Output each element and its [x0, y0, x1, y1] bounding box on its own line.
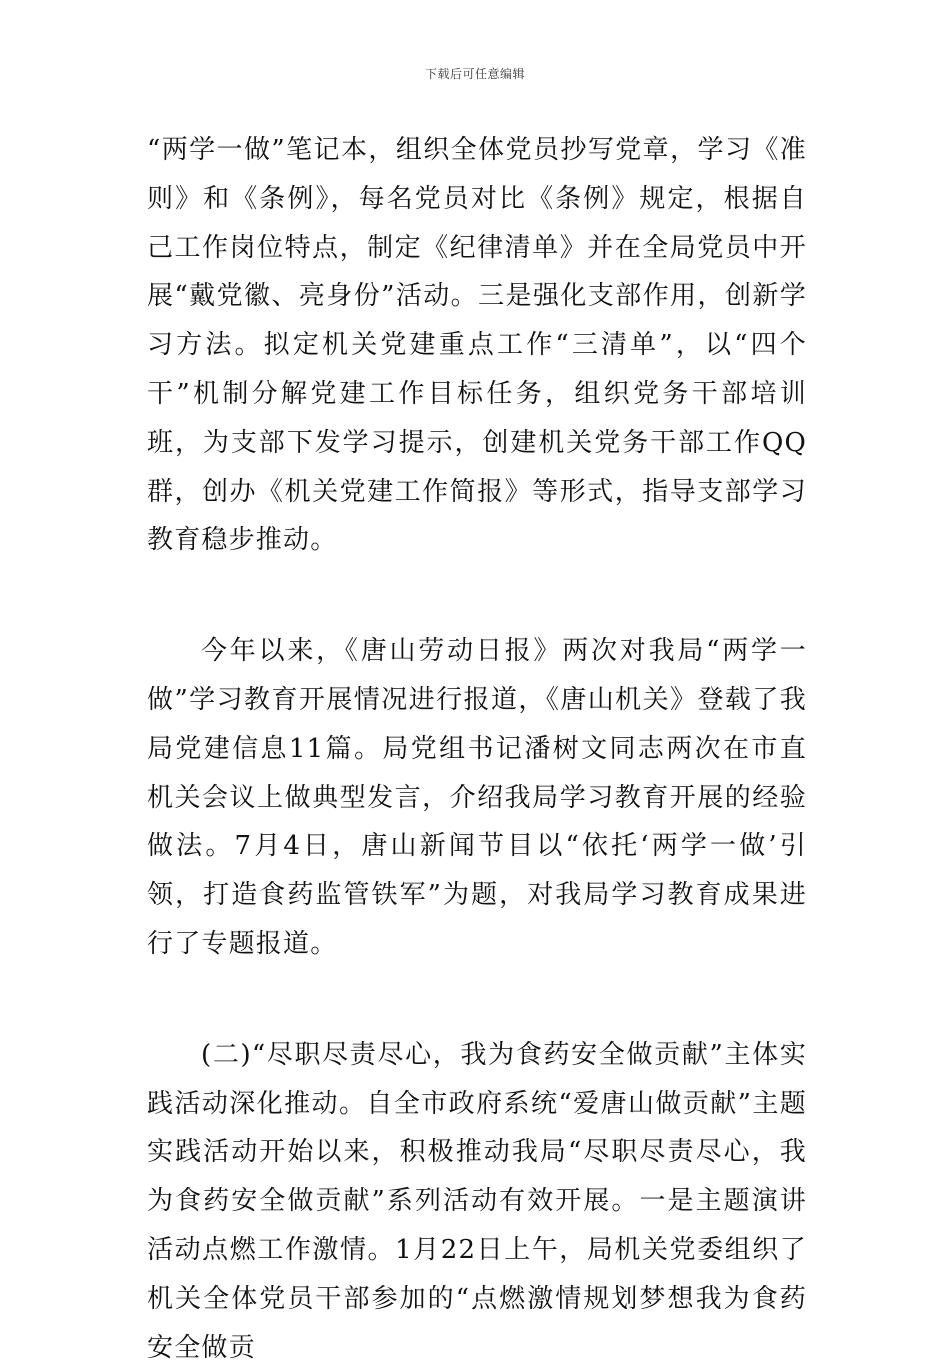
page-header: 下载后可任意编辑: [424, 67, 525, 81]
paragraph-2: 今年以来，《唐山劳动日报》两次对我局“两学一做”学习教育开展情况进行报道，《唐山机关》登载了我局党建信息11篇。局党组书记潘树文同志两次在市直机关会议上做典型发言，介绍我局学习教育开展的经验做法。7月4日，唐山新闻节目以“依托‘两学一做’引领，打造食药监管铁军”为题，对我局学习教育成果进行了专题报道。: [147, 636, 807, 959]
document-body: [147, 126, 807, 1372]
paragraph-1: “两学一做”笔记本，组织全体党员抄写党章，学习《准则》和《条例》，每名党员对比《条例》规定，根据自己工作岗位特点，制定《纪律清单》并在全局党员中开展“戴党徽、亮身份”活动。三是强化支部作用，创新学习方法。拟定机关党建重点工作“三清单”，以“四个干”机制分解党建工作目标任务，组织党务干部培训班，为支部下发学习提示，创建机关党务干部工作QQ群，创办《机关党建工作简报》等形式，指导支部学习教育稳步推动。: [147, 135, 807, 556]
paragraph-3: (二)“尽职尽责尽心，我为食药安全做贡献”主体实践活动深化推动。自全市政府系统“爱唐山做贡献”主题实践活动开始以来，积极推动我局“尽职尽责尽心，我为食药安全做贡献”系列活动有效开展。一是主题演讲活动点燃工作激情。1月22日上午，局机关党委组织了机关全体党员干部参加的“点燃激情规划梦想我为食药安全做贡: [147, 1039, 807, 1363]
